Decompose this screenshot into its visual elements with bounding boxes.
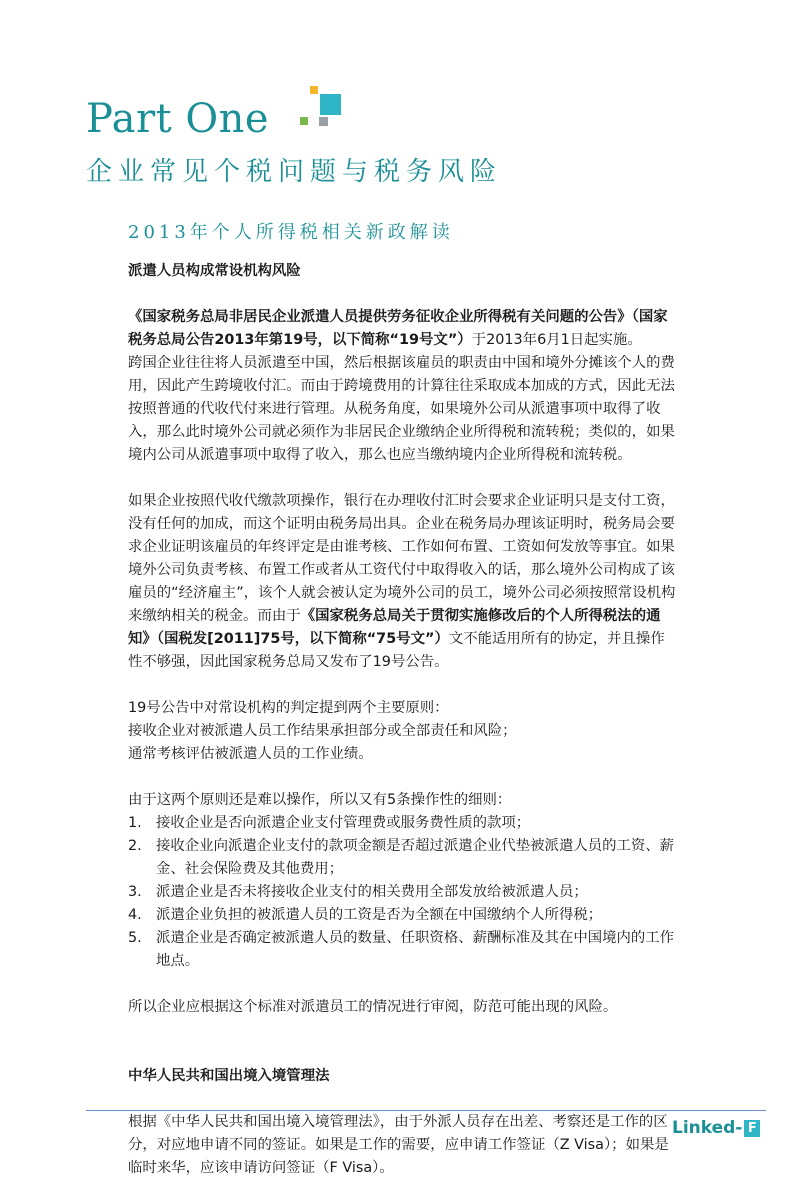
part-title: Part One (86, 96, 270, 142)
withholding-text-b: 文不能适用所有的协定，并且操作性不够强，因此国家税务总局又发布了19号公告。 (128, 631, 665, 670)
teal-square (320, 94, 341, 115)
heading-dispatch-risk: 派遣人员构成常设机构风险 (128, 263, 301, 279)
announcement-title: 《国家税务总局非居民企业派遣人员提供劳务征收企业所得税有关问题的公告》（国家税务总局公告2013年第19号，以下简称“19号文”） (128, 309, 668, 348)
rules-intro: 由于这两个原则还是难以操作，所以又有5条操作性的细则： (128, 792, 512, 808)
section-title: 2013年个人所得税相关新政解读 (128, 222, 454, 243)
rule-item: 1. 接收企业是否向派遣企业支付管理费或服务费性质的款项； (128, 815, 531, 831)
green-square (300, 117, 308, 125)
logo-f-box: F (744, 1120, 760, 1137)
rule-item: 5. 派遣企业是否确定被派遣人员的数量、任职资格、薪酬标准及其在中国境内的工作地点。 (128, 930, 675, 969)
rule-item: 2. 接收企业向派遣企业支付的款项金额是否超过派遣企业代垫被派遣人员的工资、薪金、社会保险费及其他费用； (128, 838, 675, 877)
decorative-squares-logo (300, 86, 344, 132)
document-body (128, 260, 676, 1180)
chapter-subtitle: 企业常见个税问题与税务风险 (86, 157, 503, 187)
principle-1: 接收企业对被派遣人员工作结果承担部分或全部责任和风险； (128, 723, 517, 739)
paragraph-withholding (128, 490, 676, 674)
linked-f-logo (672, 1118, 760, 1138)
paragraph-cross-border: 跨国企业往往将人员派遣至中国，然后根据该雇员的职责由中国和境外分摊该个人的费用，因此产生跨境收付汇。而由于跨境费用的计算往往采取成本加成的方式，因此无法按照普通的代收代付来进行管理。从税务角度，如果境外公司从派遣事项中取得了收入，那么此时境外公司就必须作为非居民企业缴纳企业所得税和流转税；类似的，如果境内公司从派遣事项中取得了收入，那么也应当缴纳境内企业所得税和流转税。 (128, 355, 675, 463)
footer-divider (86, 1110, 766, 1111)
heading-entry-exit-law: 中华人民共和国出境入境管理法 (128, 1068, 330, 1084)
principles-intro: 19号公告中对常设机构的判定提到两个主要原则： (128, 700, 449, 716)
notice-75-title: 《国家税务总局关于贯彻实施修改后的个人所得税法的通知》（国税发[2011]75号，以下简称“75号文”） (128, 608, 661, 647)
gray-square (319, 117, 328, 126)
rule-item: 4. 派遣企业负担的被派遣人员的工资是否为全额在中国缴纳个人所得税； (128, 907, 603, 923)
rule-item: 3. 派遣企业是否未将接收企业支付的相关费用全部发放给被派遣人员； (128, 884, 588, 900)
paragraph-conclusion: 所以企业应根据这个标准对派遣员工的情况进行审阅，防范可能出现的风险。 (128, 999, 618, 1015)
principle-2: 通常考核评估被派遣人员的工作业绩。 (128, 746, 373, 762)
paragraph-announcement (128, 306, 676, 352)
withholding-text-a: 如果企业按照代收代缴款项操作，银行在办理收付汇时会要求企业证明只是支付工资，没有任何的加成，而这个证明由税务局出具。企业在税务局办理该证明时，税务局会要求企业证明该雇员的年终评定是由谁考核、工作如何布置、工资如何发放等事宜。如果境外公司负责考核、布置工作或者从工资代付中取得收入的话，那么境外公司构成了该雇员的“经济雇主”，该个人就会被认定为境外公司的员工，境外公司必须按照常设机构来缴纳相关的税金。而由于 (128, 493, 676, 624)
yellow-square (310, 86, 318, 94)
announcement-effective-date: 于2013年6月1日起实施。 (471, 332, 642, 348)
logo-text: Linked- (672, 1118, 743, 1138)
paragraph-visa: 根据《中华人民共和国出境入境管理法》，由于外派人员存在出差、考察还是工作的区分，对应地申请不同的签证。如果是工作的需要，应申请工作签证（Z Visa）；如果是临时来华，应该申请访问签证（F Visa）。 (128, 1114, 669, 1176)
